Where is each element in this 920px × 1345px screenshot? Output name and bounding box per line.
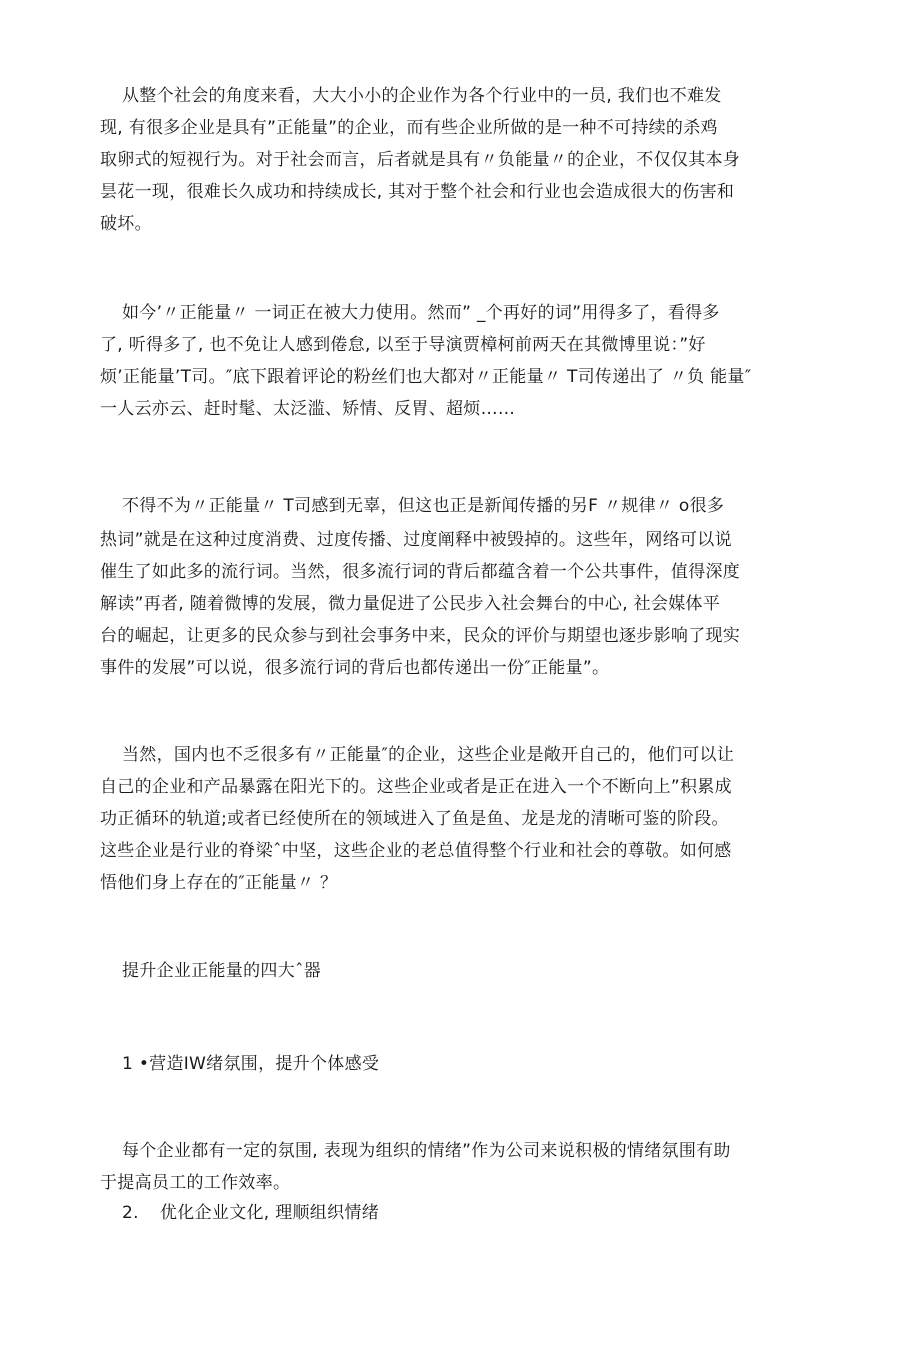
text-line: 取卵式的短视行为。对于社会而言，后者就是具有〃负能量〃的企业，不仅仅其本身 — [100, 150, 741, 170]
text-line: 悟他们身上存在的″正能量〃 ？ — [100, 873, 338, 893]
list-text: 优化企业文化, 理顺组织情绪 — [160, 1203, 380, 1223]
text-line: 如今’〃正能量〃 一词正在被大力使用。然而” _个再好的词”用得多了，看得多 — [122, 303, 720, 323]
text-line: 催生了如此多的流行词。当然，很多流行词的背后都蕴含着一个公共事件，值得深度 — [100, 562, 741, 582]
text-line: 现, 有很多企业是具有”正能量”的企业，而有些企业所做的是一种不可持续的杀鸡 — [100, 118, 718, 138]
text-line: 热词”就是在这种过度消费、过度传播、过度阐释中被毁掉的。这些年，网络可以说 — [100, 530, 732, 550]
text-line: 烦’正能量’T司。″底下跟着评论的粉丝们也大都对〃正能量〃 T司传递出了 〃负 能量″ — [100, 367, 752, 387]
text-line: 事件的发展”可以说，很多流行词的背后也都传递出一份″正能量”。 — [100, 658, 610, 678]
text-line: 台的崛起，让更多的民众参与到社会事务中来，民众的评价与期望也逐步影响了现实 — [100, 626, 741, 646]
text-line: 破坏。 — [100, 214, 152, 234]
text-line: 于提高员工的工作效率。 — [100, 1173, 291, 1193]
text-line: 一人云亦云、赶时髦、太泛滥、矫情、反胃、超烦…… — [100, 399, 516, 419]
text-line: 不得不为〃正能量〃 T司感到无辜，但这也正是新闻传播的另F 〃规律〃 o很多 — [122, 496, 725, 516]
text-line: 自己的企业和产品暴露在阳光下的。这些企业或者是正在进入一个不断向上”积累成 — [100, 777, 732, 797]
list-number: 2. — [122, 1203, 139, 1223]
list-item-1: 1 •营造IW绪氛围，提升个体感受 — [122, 1054, 380, 1074]
text-line: 了, 听得多了, 也不免让人感到倦怠, 以至于导演贾樟柯前两天在其微博里说：”好 — [100, 335, 706, 355]
text-line: 解读”再者, 随着微博的发展，微力量促进了公民步入社会舞台的中心, 社会媒体平 — [100, 594, 721, 614]
section-heading: 提升企业正能量的四大ˆ器 — [122, 961, 322, 981]
text-line: 从整个社会的角度来看，大大小小的企业作为各个行业中的一员, 我们也不难发 — [122, 86, 722, 106]
text-line: 功正循环的轨道;或者已经使所在的领域进入了鱼是鱼、龙是龙的清晰可鉴的阶段。 — [100, 809, 729, 829]
text-line: 昙花一现，很难长久成功和持续成长, 其对于整个社会和行业也会造成很大的伤害和 — [100, 182, 735, 202]
text-line: 当然，国内也不乏很多有〃正能量″的企业，这些企业是敞开自己的，他们可以让 — [122, 745, 735, 765]
text-line: 这些企业是行业的脊梁ˆ中坚，这些企业的老总值得整个行业和社会的尊敬。如何感 — [100, 841, 732, 861]
text-line: 每个企业都有一定的氛围, 表现为组织的情绪”作为公司来说积极的情绪氛围有助 — [122, 1141, 731, 1161]
